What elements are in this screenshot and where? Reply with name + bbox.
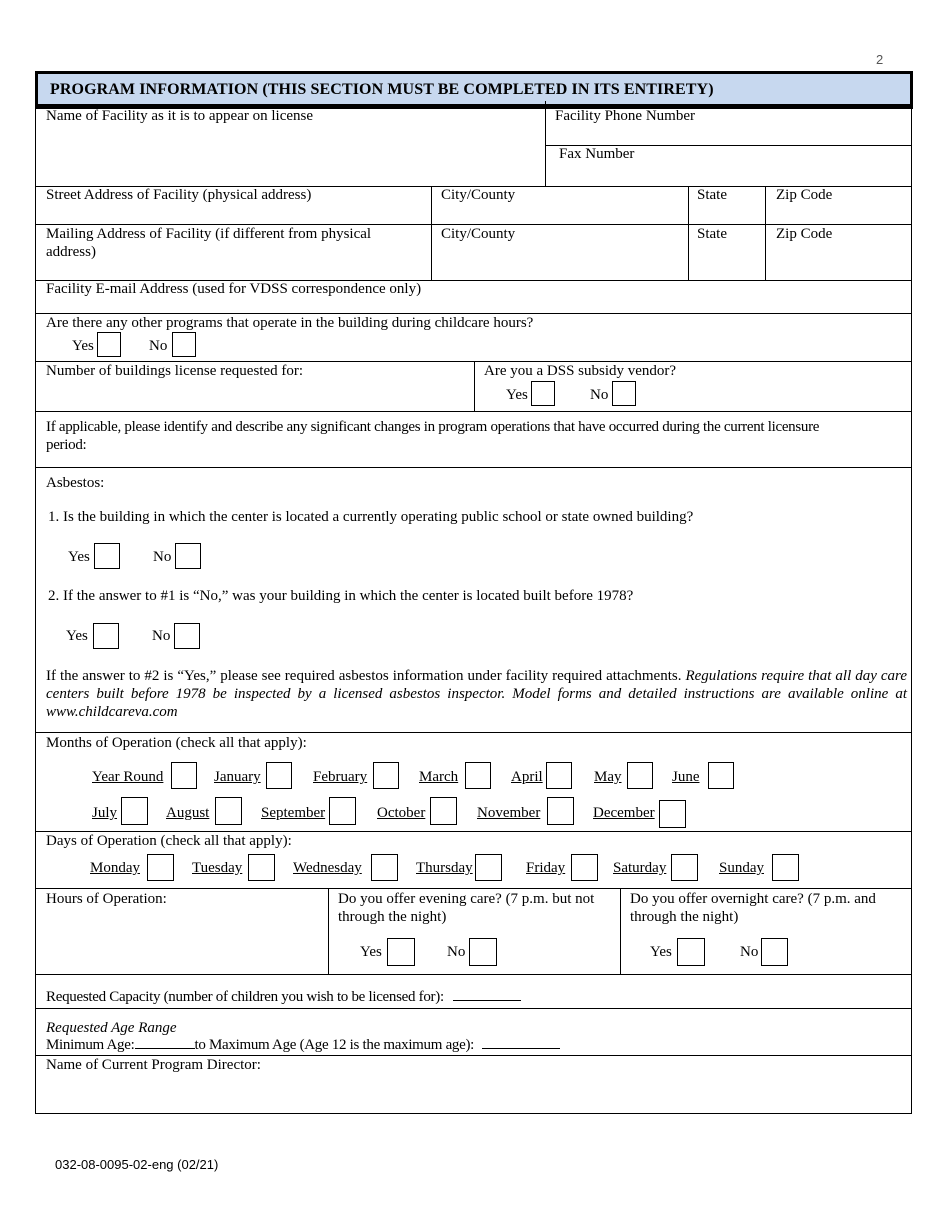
- month-january-checkbox[interactable]: [266, 762, 292, 789]
- no-label: No: [153, 549, 172, 565]
- day-label: Monday: [90, 860, 140, 876]
- facility-name-label: Name of Facility as it is to appear on license: [46, 108, 314, 124]
- month-label: June: [672, 769, 700, 785]
- max-age-label: to Maximum Age (Age 12 is the maximum age):: [194, 1037, 475, 1053]
- divider: [35, 974, 912, 975]
- divider: [35, 888, 912, 889]
- num-buildings-label: Number of buildings license requested for:: [46, 363, 304, 379]
- day-saturday-checkbox[interactable]: [671, 854, 698, 881]
- overnight-care-label: Do you offer overnight care? (7 p.m. and through the night): [630, 891, 876, 925]
- yes-label: Yes: [72, 338, 94, 354]
- day-label: Sunday: [719, 860, 764, 876]
- divider: [431, 186, 432, 280]
- asbestos-label: Asbestos:: [46, 475, 105, 491]
- day-label: Wednesday: [293, 860, 362, 876]
- city-county-label-2: City/County: [441, 226, 516, 242]
- month-july-checkbox[interactable]: [121, 797, 148, 825]
- divider: [35, 411, 912, 412]
- age-range-row: [46, 1036, 560, 1054]
- month-september-checkbox[interactable]: [329, 797, 356, 825]
- evening-care-label: Do you offer evening care? (7 p.m. but not through the night): [338, 891, 595, 925]
- subsidy-yes-checkbox[interactable]: [531, 381, 555, 406]
- max-age-input[interactable]: [482, 1036, 560, 1049]
- month-label: November: [477, 805, 541, 821]
- divider: [35, 467, 912, 468]
- evening-yes-checkbox[interactable]: [387, 938, 415, 966]
- no-label: No: [447, 944, 466, 960]
- divider: [35, 732, 912, 733]
- no-label: No: [740, 944, 759, 960]
- director-label: Name of Current Program Director:: [46, 1057, 261, 1073]
- month-label: January: [214, 769, 261, 785]
- hours-label: Hours of Operation:: [46, 891, 167, 907]
- asbestos-note-text: If the answer to #2 is “Yes,” please see required asbestos information under facility required attachments.: [46, 668, 686, 684]
- day-label: Friday: [526, 860, 566, 876]
- month-label: July: [92, 805, 118, 821]
- asbestos-q1-yes-checkbox[interactable]: [94, 543, 120, 569]
- month-label: March: [419, 769, 459, 785]
- day-label: Thursday: [416, 860, 473, 876]
- yes-label: Yes: [650, 944, 672, 960]
- form-border-bottom: [35, 1113, 912, 1114]
- day-label: Tuesday: [192, 860, 243, 876]
- divider: [688, 186, 689, 280]
- month-label: May: [594, 769, 622, 785]
- no-label: No: [590, 387, 609, 403]
- other-programs-label: Are there any other programs that operate in the building during childcare hours?: [46, 315, 534, 331]
- form-border-right: [911, 101, 912, 1114]
- divider: [765, 186, 766, 280]
- capacity-label: Requested Capacity (number of children you wish to be licensed for):: [46, 989, 444, 1005]
- subsidy-vendor-label: Are you a DSS subsidy vendor?: [484, 363, 677, 379]
- asbestos-q2-no-checkbox[interactable]: [174, 623, 200, 649]
- month-april-checkbox[interactable]: [546, 762, 572, 789]
- month-label: April: [511, 769, 543, 785]
- day-thursday-checkbox[interactable]: [475, 854, 502, 881]
- evening-no-checkbox[interactable]: [469, 938, 497, 966]
- overnight-yes-checkbox[interactable]: [677, 938, 705, 966]
- section-title: PROGRAM INFORMATION (THIS SECTION MUST BE COMPLETED IN ITS ENTIRETY): [50, 81, 714, 98]
- yes-label: Yes: [360, 944, 382, 960]
- age-range-label: Requested Age Range: [46, 1020, 177, 1036]
- capacity-row: [46, 988, 521, 1006]
- facility-phone-label: Facility Phone Number: [555, 108, 695, 124]
- yes-label: Yes: [68, 549, 90, 565]
- day-monday-checkbox[interactable]: [147, 854, 174, 881]
- month-label: October: [377, 805, 426, 821]
- month-october-checkbox[interactable]: [430, 797, 457, 825]
- month-may-checkbox[interactable]: [627, 762, 653, 789]
- asbestos-question-1: 1. Is the building in which the center is located a currently operating public school or state owned building?: [48, 509, 694, 525]
- day-wednesday-checkbox[interactable]: [371, 854, 398, 881]
- divider: [474, 361, 475, 411]
- no-label: No: [149, 338, 168, 354]
- months-label: Months of Operation (check all that apply):: [46, 735, 307, 751]
- no-label: No: [152, 628, 171, 644]
- asbestos-note-italic: Regulations require that all day care centers built before 1978 be inspected by a licensed asbestos inspector. Model forms and detailed instructions are available online at www.childcareva.com: [46, 668, 907, 720]
- day-friday-checkbox[interactable]: [571, 854, 598, 881]
- month-august-checkbox[interactable]: [215, 797, 242, 825]
- asbestos-note: [46, 667, 907, 721]
- day-sunday-checkbox[interactable]: [772, 854, 799, 881]
- month-label: December: [593, 805, 655, 821]
- significant-changes-label: If applicable, please identify and describe any significant changes in program operations that have occurred during the current licensure period:: [46, 419, 820, 453]
- yes-label: Yes: [66, 628, 88, 644]
- city-county-label: City/County: [441, 187, 516, 203]
- section-header: [35, 71, 913, 109]
- fax-label: Fax Number: [559, 146, 635, 162]
- day-tuesday-checkbox[interactable]: [248, 854, 275, 881]
- other-programs-yes-checkbox[interactable]: [97, 332, 121, 357]
- month-label: Year Round: [92, 769, 164, 785]
- zip-code-label: Zip Code: [776, 187, 833, 203]
- month-november-checkbox[interactable]: [547, 797, 574, 825]
- min-age-input[interactable]: [135, 1036, 195, 1049]
- month-label: February: [313, 769, 368, 785]
- month-label: September: [261, 805, 326, 821]
- month-june-checkbox[interactable]: [708, 762, 734, 789]
- month-december-checkbox[interactable]: [659, 800, 686, 828]
- divider: [35, 1008, 912, 1009]
- zip-code-label-2: Zip Code: [776, 226, 833, 242]
- other-programs-no-checkbox[interactable]: [172, 332, 196, 357]
- overnight-no-checkbox[interactable]: [761, 938, 788, 966]
- divider: [545, 101, 546, 187]
- yes-label: Yes: [506, 387, 528, 403]
- month-label: August: [166, 805, 210, 821]
- month-february-checkbox[interactable]: [373, 762, 399, 789]
- days-label: Days of Operation (check all that apply):: [46, 833, 292, 849]
- day-label: Saturday: [613, 860, 667, 876]
- capacity-input[interactable]: [453, 988, 521, 1001]
- street-address-label: Street Address of Facility (physical address): [46, 187, 312, 203]
- subsidy-no-checkbox[interactable]: [612, 381, 636, 406]
- page-number: 2: [876, 52, 884, 67]
- state-label: State: [697, 187, 727, 203]
- min-age-label: Minimum Age:: [46, 1037, 135, 1053]
- divider: [620, 888, 621, 974]
- asbestos-question-2: 2. If the answer to #1 is “No,” was your building in which the center is located built before 1978?: [48, 588, 634, 604]
- footer-form-code: 032-08-0095-02-eng (02/21): [55, 1157, 219, 1172]
- state-label-2: State: [697, 226, 727, 242]
- month-march-checkbox[interactable]: [465, 762, 491, 789]
- form-border-left: [35, 101, 36, 1114]
- email-label: Facility E-mail Address (used for VDSS correspondence only): [46, 281, 422, 297]
- asbestos-q1-no-checkbox[interactable]: [175, 543, 201, 569]
- mailing-address-label: Mailing Address of Facility (if different from physical address): [46, 226, 372, 260]
- divider: [328, 888, 329, 974]
- month-year-round-checkbox[interactable]: [171, 762, 197, 789]
- asbestos-q2-yes-checkbox[interactable]: [93, 623, 119, 649]
